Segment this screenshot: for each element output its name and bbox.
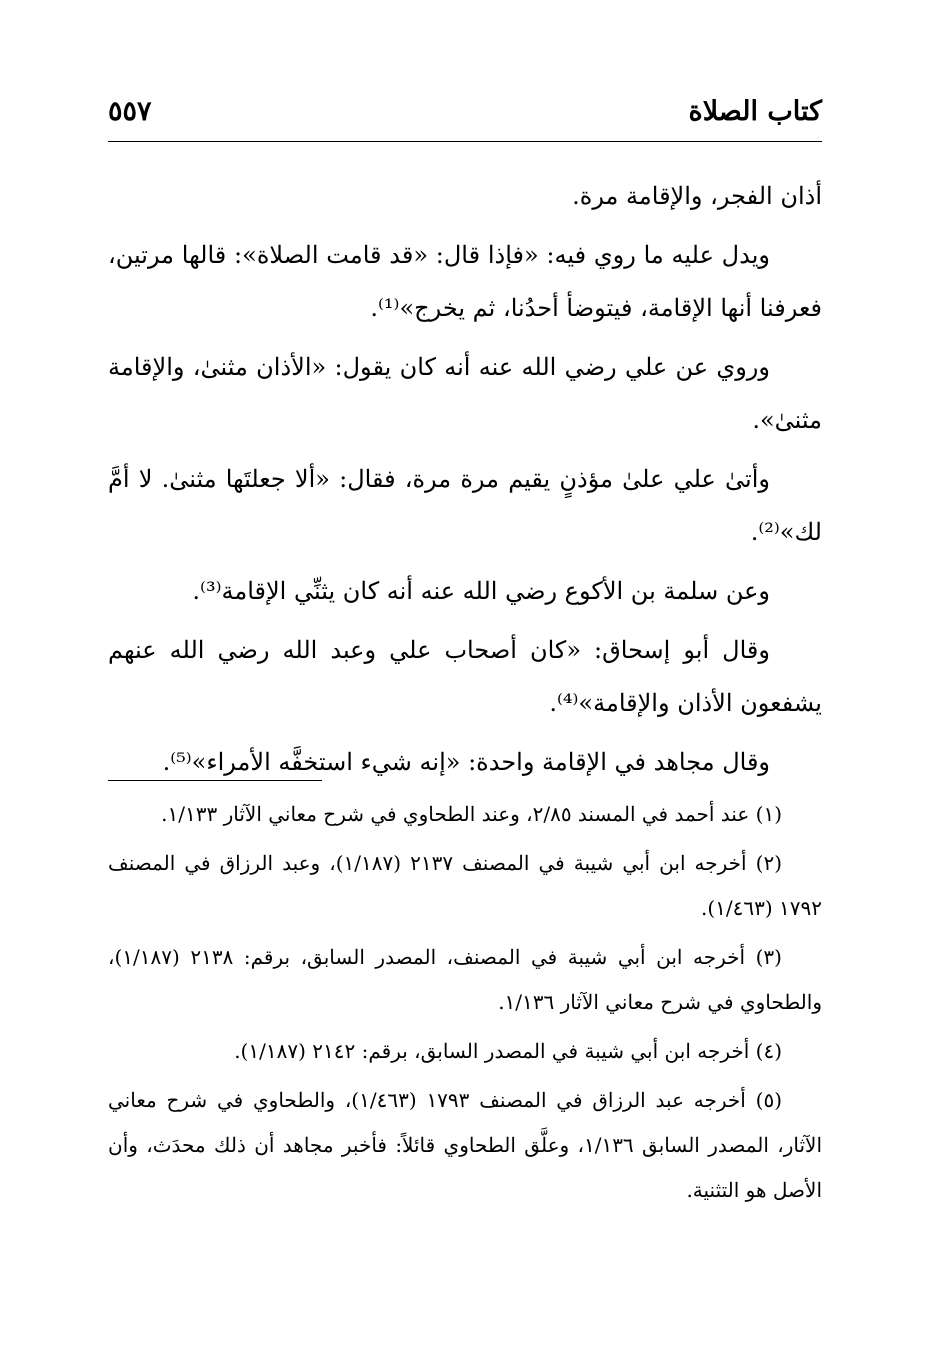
- main-text: [108, 170, 822, 795]
- paragraph: وعن سلمة بن الأكوع رضي الله عنه أنه كان يثنِّي الإقامة⁽³⁾.: [192, 577, 770, 605]
- paragraph: وقال أبو إسحاق: «كان أصحاب علي وعبد الله رضي الله عنهم يشفعون الأذان والإقامة»⁽⁴⁾.: [108, 636, 822, 717]
- page-number: ٥٥٧: [108, 96, 152, 127]
- paragraph: وقال مجاهد في الإقامة واحدة: «إنه شيء استخفَّه الأمراء»⁽⁵⁾.: [162, 748, 770, 776]
- footnote: (٤) أخرجه ابن أبي شيبة في المصدر السابق، برقم: ٢١٤٢ (١/١٨٧).: [234, 1039, 782, 1063]
- header-divider: [108, 141, 822, 142]
- paragraph: وأتىٰ علي علىٰ مؤذنٍ يقيم مرة مرة، فقال: «ألا جعلتَها مثنىٰ. لا أمَّ لك»⁽²⁾.: [108, 465, 822, 546]
- footnote: (٣) أخرجه ابن أبي شيبة في المصنف، المصدر السابق، برقم: ٢١٣٨ (١/١٨٧)، والطحاوي في شرح معاني الآثار ١/١٣٦.: [108, 945, 822, 1014]
- paragraph: أذان الفجر، والإقامة مرة.: [572, 182, 822, 210]
- footnote: (١) عند أحمد في المسند ٢/٨٥، وعند الطحاوي في شرح معاني الآثار ١/١٣٣.: [161, 802, 782, 826]
- footnotes: [108, 792, 822, 1217]
- paragraph: وروي عن علي رضي الله عنه أنه كان يقول: «الأذان مثنىٰ، والإقامة مثنىٰ».: [108, 353, 822, 434]
- book-page: [108, 0, 822, 1372]
- paragraph: ويدل عليه ما روي فيه: «فإذا قال: «قد قامت الصلاة»: قالها مرتين، فعرفنا أنها الإقامة، فيتوضأ أحدُنا، ثم يخرج»⁽¹⁾.: [108, 241, 822, 322]
- footnote: (٥) أخرجه عبد الرزاق في المصنف ١٧٩٣ (١/٤٦٣)، والطحاوي في شرح معاني الآثار، المصدر السابق ١/١٣٦، وعلَّق الطحاوي قائلاً: فأخبر مجاهد أن ذلك محدَث، وأن الأصل هو التثنية.: [108, 1088, 822, 1202]
- chapter-title: كتاب الصلاة: [688, 96, 822, 127]
- page-header: [108, 96, 822, 140]
- footnote: (٢) أخرجه ابن أبي شيبة في المصنف ٢١٣٧ (١/١٨٧)، وعبد الرزاق في المصنف ١٧٩٢ (١/٤٦٣).: [108, 851, 822, 920]
- footnote-divider: [108, 780, 322, 781]
